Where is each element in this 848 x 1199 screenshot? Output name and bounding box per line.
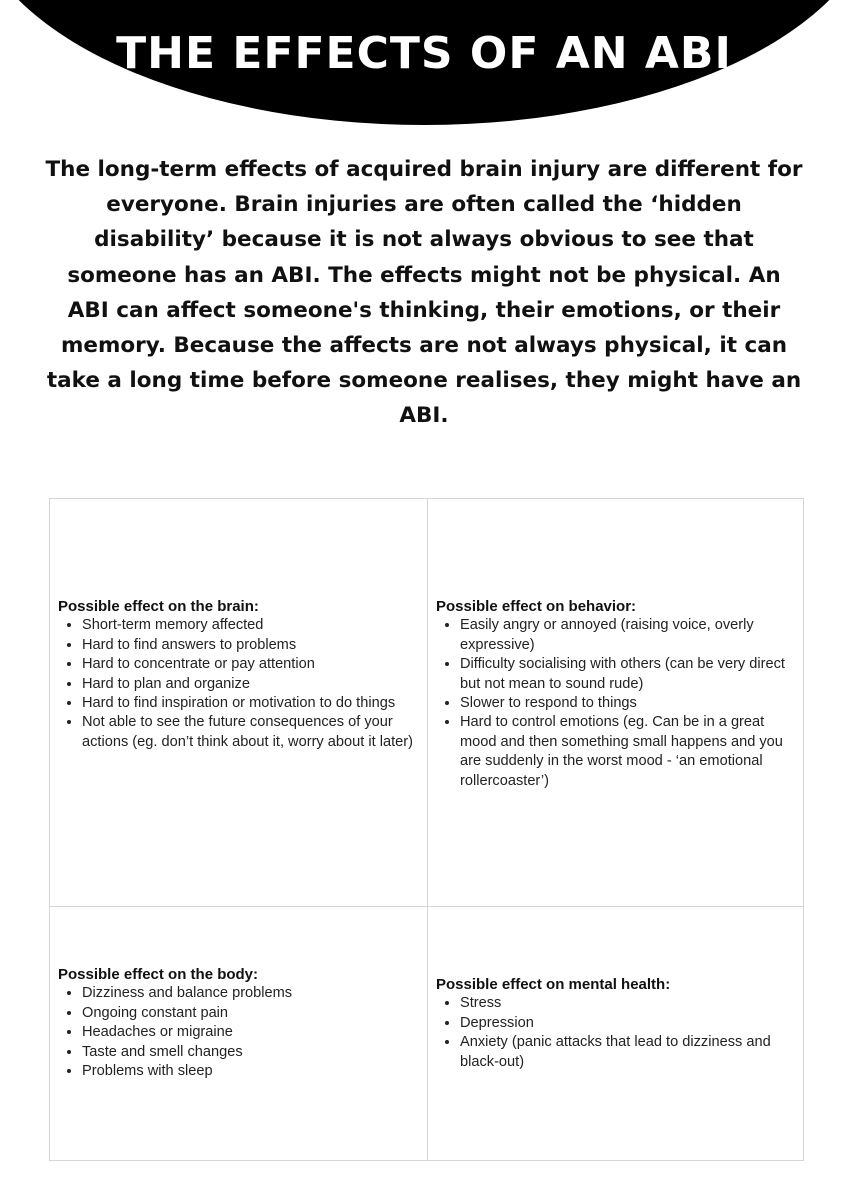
list-item: • Short-term memory affected xyxy=(82,616,423,635)
list-item: • Depression xyxy=(460,1014,798,1033)
section-heading: Possible effect on mental health: xyxy=(436,976,671,993)
list-item: • Hard to concentrate or pay attention xyxy=(82,655,423,674)
behavior-effects-section xyxy=(436,597,798,791)
list-item: • Hard to find answers to problems xyxy=(82,636,423,655)
mental-health-effects-section xyxy=(436,975,798,1072)
list-item: • Difficulty socialising with others (can be very direct but not mean to sound rude) xyxy=(460,655,798,694)
list-item: • Problems with sleep xyxy=(82,1062,423,1081)
grid-divider-horizontal xyxy=(50,906,803,907)
section-heading: Possible effect on the brain: xyxy=(58,598,259,615)
list-item: • Dizziness and balance problems xyxy=(82,984,423,1003)
grid-divider-vertical xyxy=(427,499,428,1160)
page-title: THE EFFECTS OF AN ABI xyxy=(116,28,732,79)
effects-list xyxy=(436,994,798,1072)
effects-list xyxy=(436,616,798,791)
list-item: • Headaches or migraine xyxy=(82,1023,423,1042)
brain-effects-section xyxy=(58,597,423,752)
list-item: • Ongoing constant pain xyxy=(82,1004,423,1023)
list-item: • Easily angry or annoyed (raising voice, overly expressive) xyxy=(460,616,798,655)
list-item: • Anxiety (panic attacks that lead to dizziness and black-out) xyxy=(460,1033,798,1072)
list-item: • Hard to find inspiration or motivation to do things xyxy=(82,694,423,713)
list-item: • Stress xyxy=(460,994,798,1013)
list-item: • Not able to see the future consequences of your actions (eg. don’t think about it, worry about it later) xyxy=(82,713,423,752)
section-heading: Possible effect on behavior: xyxy=(436,598,637,615)
intro-paragraph: The long-term effects of acquired brain injury are different for everyone. Brain injuries are often called the ‘hidden disability’ because it is not always obvious to see that someone has an ABI. The effects might not be physical. An ABI can affect someone's thinking, their emotions, or their memory. Because the affects are not always physical, it can take a long time before someone realises, they might have an ABI. xyxy=(45,157,803,429)
effects-grid xyxy=(49,498,804,1161)
list-item: • Hard to control emotions (eg. Can be in a great mood and then something small happens and you are suddenly in the worst mood - ‘an emotional rollercoaster’) xyxy=(460,713,798,791)
body-effects-section xyxy=(58,965,423,1081)
effects-list xyxy=(58,616,423,752)
list-item: • Hard to plan and organize xyxy=(82,675,423,694)
section-heading: Possible effect on the body: xyxy=(58,966,259,983)
list-item: • Taste and smell changes xyxy=(82,1043,423,1062)
effects-list xyxy=(58,984,423,1081)
list-item: • Slower to respond to things xyxy=(460,694,798,713)
